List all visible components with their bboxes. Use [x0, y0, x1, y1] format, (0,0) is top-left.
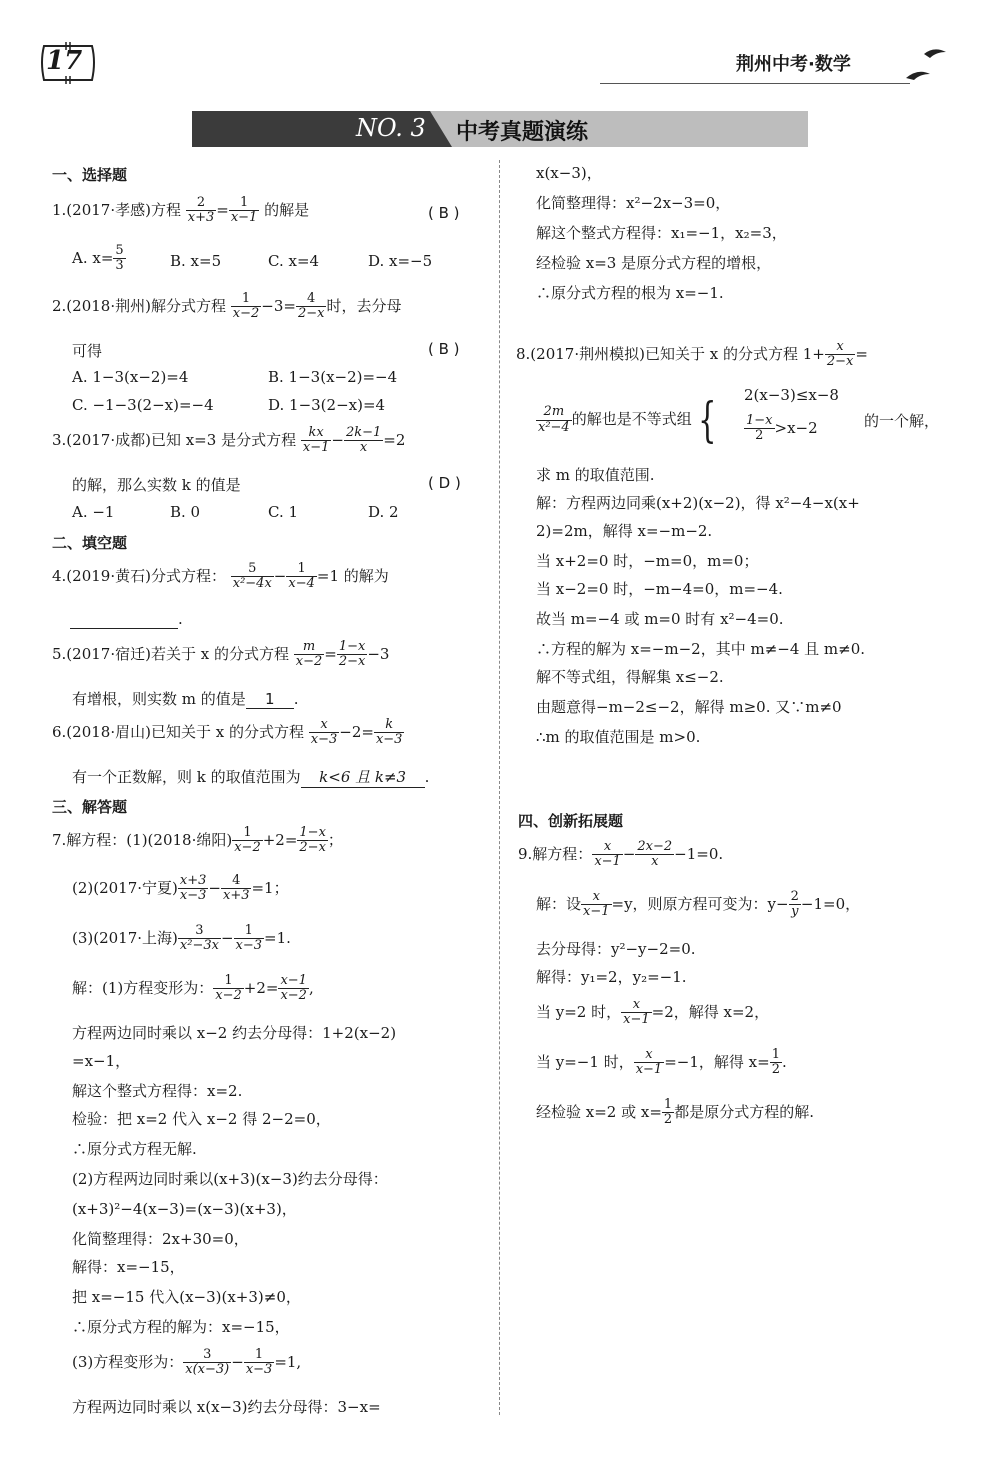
- q7-sol-line: =x−1，: [72, 1052, 131, 1070]
- section-fill: 二、填空题: [52, 534, 128, 552]
- q8-inequality-2: $\frac{1-x}{2}$ >x−2: [746, 413, 818, 444]
- q5-answer: 1: [246, 690, 294, 709]
- q9-sol-line: 去分母得：y²−y−2=0.: [536, 940, 696, 958]
- q9-sol-line: 解得：y₁=2，y₂=−1.: [536, 968, 687, 986]
- q6-line2: 有一个正数解，则 k 的取值范围为 k<6 且 k≠3 .: [72, 768, 430, 786]
- q7-sol-line: 解得：x=−15，: [72, 1258, 185, 1276]
- q7-solution-head: 解：(1)方程变形为： $\frac{1}{x-2}$ +2= $\frac{x-1}{x-2}$ ,: [72, 973, 314, 1004]
- q3-option-b: B. 0: [170, 503, 201, 521]
- question-8: 8.(2017·荆州模拟)已知关于 x 的分式方程 1+ $\frac{x}{2-x}$ =: [516, 339, 868, 370]
- q7-sol-line: 检验：把 x=2 代入 x−2 得 2−2=0，: [72, 1110, 331, 1128]
- question-2: 2.(2018·荆州)解分式方程 $\frac{1}{x-2}$ −3= $\frac{4}{2-x}$ 时，去分母: [52, 291, 402, 322]
- right-sol-line: 化简整理得：x²−2x−3=0，: [536, 194, 731, 212]
- q7-sol-line: ∴原分式方程无解.: [72, 1140, 197, 1158]
- question-1: 1.(2017·孝感)方程 $\frac{2}{x+3}$ = $\frac{1}{x-1}$ 的解是: [52, 195, 310, 226]
- q4-period: .: [178, 610, 183, 628]
- q7-sol-line: 方程两边同时乘以 x−2 约去分母得：1+2(x−2): [72, 1024, 397, 1042]
- q7-sol-line: 化简整理得：2x+30=0，: [72, 1230, 249, 1248]
- question-6: 6.(2018·眉山)已知关于 x 的分式方程 $\frac{x}{x-3}$ −2= $\frac{k}{x-3}$: [52, 717, 403, 748]
- q1-answer: ( B ): [428, 204, 460, 222]
- q8-sol-line: 故当 m=−4 或 m=0 时有 x²−4=0.: [536, 610, 784, 628]
- q2-option-a: A. 1−3(x−2)=4: [72, 368, 189, 386]
- page-number: 17: [46, 46, 83, 76]
- q8-sol-line: 由题意得−m−2≤−2，解得 m≥0. 又∵m≠0: [536, 698, 842, 716]
- fraction: $\frac{2}{x+3}$: [187, 195, 215, 226]
- banner-title: 中考真题演练: [456, 120, 589, 145]
- question-9: 9.解方程： $\frac{x}{x-1}$ − $\frac{2x-2}{x}$ −1=0.: [518, 839, 724, 870]
- q8-sol-line: 解不等式组，得解集 x≤−2.: [536, 668, 724, 686]
- right-sol-line: 解这个整式方程得：x₁=−1，x₂=3，: [536, 224, 787, 242]
- right-sol-line: 经检验 x=3 是原分式方程的增根，: [536, 254, 772, 272]
- q8-sol-line: 当 x−2=0 时，−m−4=0，m=−4.: [536, 580, 783, 598]
- q2-line2: 可得: [72, 342, 103, 360]
- q2-option-b: B. 1−3(x−2)=−4: [268, 368, 398, 386]
- q8-line2: $\frac{2m}{\text{x²−4}}$ 的解也是不等式组 {: [538, 392, 717, 448]
- q2-option-c: C. −1−3(2−x)=−4: [72, 396, 214, 414]
- question-3: 3.(2017·成都)已知 x=3 是分式方程 $\frac{kx}{x-1}$ − $\frac{2k-1}{x}$ =2: [52, 425, 406, 456]
- header-rule: [600, 83, 910, 84]
- question-5: 5.(2017·宿迁)若关于 x 的分式方程 $\frac{m}{x-2}$ = $\frac{1-x}{2-x}$ −3: [52, 639, 390, 670]
- q7-sol-part3: (3)方程变形为： $\frac{3}{x(x-3)}$ − $\frac{1}{x-3}$ =1,: [72, 1347, 302, 1378]
- question-7: 7.解方程：(1)(2018·绵阳) $\frac{1}{x-2}$ +2= $\frac{1-x}{2-x}$ ；: [52, 825, 343, 856]
- q2-option-d: D. 1−3(2−x)=4: [268, 396, 386, 414]
- q9-sol-line: 当 y=−1 时， $\frac{x}{x-1}$ =−1，解得 x= $\frac{1}{2}$ .: [536, 1047, 787, 1078]
- section-solve: 三、解答题: [52, 798, 128, 816]
- q1-option-d: D. x=−5: [368, 252, 433, 270]
- bird-icon: [900, 42, 960, 86]
- column-divider: [499, 160, 500, 1415]
- q8-sol-line: 解：方程两边同乘(x+2)(x−2)，得 x²−4−x(x+: [536, 494, 860, 512]
- q1-option-b: B. x=5: [170, 252, 222, 270]
- q1-tail: 的解是: [264, 200, 310, 219]
- q8-tail: 的一个解，: [864, 412, 940, 430]
- q8-sol-line: 2)=2m，解得 x=−m−2.: [536, 522, 713, 540]
- section-choice: 一、选择题: [52, 166, 128, 184]
- q8-sol-line: ∴方程的解为 x=−m−2，其中 m≠−4 且 m≠0.: [536, 640, 866, 658]
- q8-inequality-1: 2(x−3)≤x−8: [744, 386, 839, 404]
- right-sol-line: x(x−3)，: [536, 164, 602, 182]
- q5-line2: 有增根，则实数 m 的值是 1 .: [72, 690, 299, 708]
- q1-option-a: A. x= $\frac{5}{3}$: [72, 243, 124, 274]
- q7-sol-line: ∴原分式方程的解为：x=−15，: [72, 1318, 290, 1336]
- q8-line3: 求 m 的取值范围.: [536, 466, 655, 484]
- q1-lead: 1.(2017·孝感)方程: [52, 200, 181, 219]
- q8-sol-line: 当 x+2=0 时，−m=0，m=0；: [536, 552, 759, 570]
- q7-sol-line: (x+3)²−4(x−3)=(x−3)(x+3)，: [72, 1200, 297, 1218]
- q8-sol-line: ∴m 的取值范围是 m>0.: [536, 728, 701, 746]
- q1-option-c: C. x=4: [268, 252, 320, 270]
- section-innovate: 四、创新拓展题: [518, 812, 624, 830]
- q9-sol-line: 解：设 $\frac{x}{x-1}$ =y，则原方程可变为：y− $\frac{2}{y}$ −1=0，: [536, 889, 861, 920]
- q3-line2: 的解，那么实数 k 的值是: [72, 476, 241, 494]
- q9-sol-line: 当 y=2 时， $\frac{x}{x-1}$ =2，解得 x=2，: [536, 997, 770, 1028]
- header-title: 荆州中考·数学: [736, 54, 851, 75]
- q7-sol-line: 把 x=−15 代入(x−3)(x+3)≠0，: [72, 1288, 301, 1306]
- q9-sol-line: 经检验 x=2 或 x= $\frac{1}{2}$ 都是原分式方程的解.: [536, 1097, 814, 1128]
- q3-option-c: C. 1: [268, 503, 299, 521]
- banner-number: NO. 3: [356, 114, 426, 142]
- q7-sol-line: 解这个整式方程得：x=2.: [72, 1082, 243, 1100]
- q2-answer: ( B ): [428, 340, 460, 358]
- brace-icon: {: [697, 392, 717, 448]
- q3-answer: ( D ): [428, 474, 461, 492]
- q7-sol-line: 方程两边同时乘以 x(x−3)约去分母得：3−x=: [72, 1398, 381, 1416]
- q3-option-d: D. 2: [368, 503, 399, 521]
- right-sol-line: ∴原分式方程的根为 x=−1.: [536, 284, 724, 302]
- q7-part2: (2)(2017·宁夏) $\frac{x+3}{x-3}$ − $\frac{4}{x+3}$ =1；: [72, 873, 289, 904]
- q4-blank: [70, 612, 178, 629]
- fraction: $\frac{1}{x-1}$: [230, 195, 258, 226]
- q6-answer: k<6 且 k≠3: [301, 766, 425, 788]
- question-4: 4.(2019·黄石)分式方程： $\frac{5}{\text{x²−4x}}$ − $\frac{1}{x-4}$ =1 的解为: [52, 561, 389, 592]
- q3-option-a: A. −1: [72, 503, 115, 521]
- q7-part3: (3)(2017·上海) $\frac{3}{\text{x²−3x}}$ − $\frac{1}{x-3}$ =1.: [72, 923, 291, 954]
- q7-sol-line: (2)方程两边同时乘以(x+3)(x−3)约去分母得：: [72, 1170, 388, 1188]
